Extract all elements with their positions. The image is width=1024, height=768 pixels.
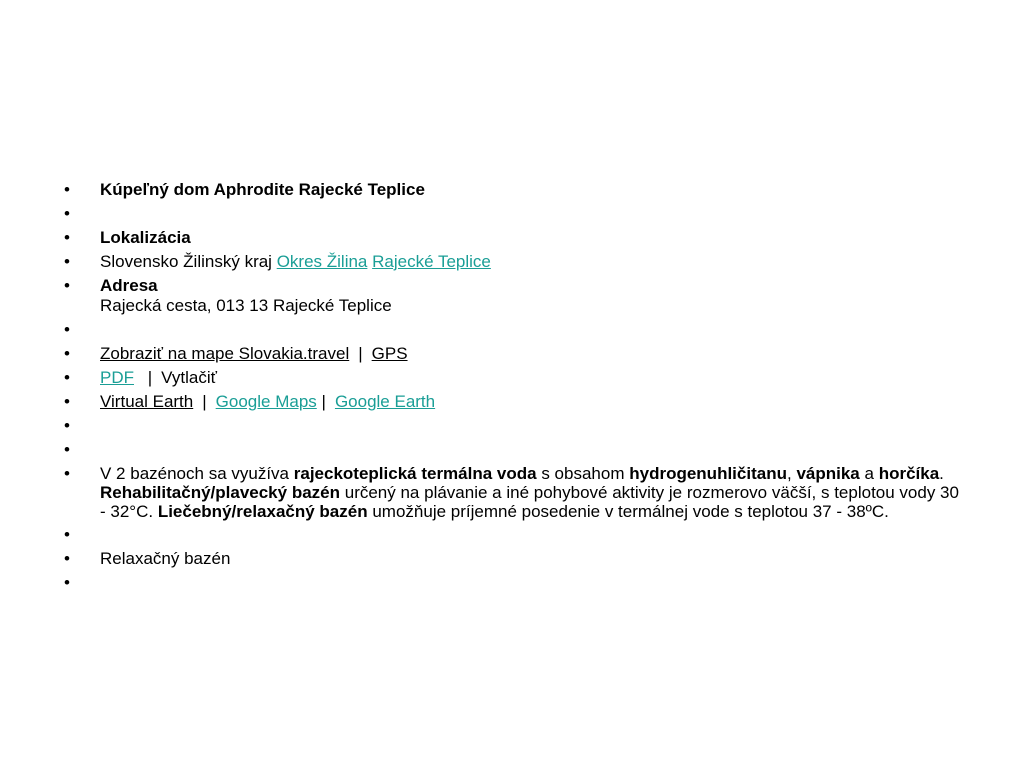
list-item-empty xyxy=(60,573,960,593)
country: Slovensko xyxy=(100,252,179,271)
relax-pool-label: Relaxačný bazén xyxy=(100,549,231,568)
google-earth-link[interactable]: Google Earth xyxy=(334,392,436,411)
bullet: • xyxy=(64,344,70,363)
list-item-external-maps xyxy=(60,392,960,412)
bullet: • xyxy=(64,320,70,339)
description-text: V 2 bazénoch sa využíva xyxy=(100,464,290,483)
description-bold: hydrogenuhličitanu xyxy=(629,464,787,483)
region: Žilinský kraj xyxy=(183,252,272,271)
bullet: • xyxy=(64,180,70,199)
town-link[interactable]: Rajecké Teplice xyxy=(372,252,491,271)
separator: | xyxy=(358,344,363,363)
bullet: • xyxy=(64,228,70,247)
slovakia-travel-map-link[interactable]: Zobraziť na mape Slovakia.travel xyxy=(100,344,350,363)
description-bold: horčíka xyxy=(878,464,940,483)
address-heading: Adresa xyxy=(100,276,158,295)
list-item-relax-pool xyxy=(60,549,960,569)
description-bold: vápnika xyxy=(796,464,860,483)
bullet: • xyxy=(64,276,70,295)
list-item-description xyxy=(60,464,960,521)
spa-title: Kúpeľný dom Aphrodite Rajecké Teplice xyxy=(100,180,425,199)
google-maps-link[interactable]: Google Maps xyxy=(215,392,317,411)
list-item-localization-heading xyxy=(60,228,960,248)
bullet: • xyxy=(64,549,70,568)
list-item-empty xyxy=(60,204,960,224)
description-bold: rajeckoteplická termálna voda xyxy=(293,464,537,483)
pdf-link[interactable]: PDF xyxy=(100,368,134,387)
bullet: • xyxy=(64,573,70,592)
description-text: umožňuje príjemné posedenie v termálnej vode s teplotou 37 - 38ºC. xyxy=(372,502,889,521)
bullet: • xyxy=(64,392,70,411)
separator: | xyxy=(202,392,207,411)
bullet: • xyxy=(64,252,70,271)
list-item-address xyxy=(60,276,960,316)
description-bold: Rehabilitačný/plavecký bazén xyxy=(100,483,340,502)
description-text: určený na plávanie a iné pohybové aktivity je rozmerovo väčší, s teplotou vody 30 - 32°C. xyxy=(100,483,959,521)
virtual-earth-link[interactable]: Virtual Earth xyxy=(100,392,194,411)
district-link[interactable]: Okres Žilina xyxy=(276,252,368,271)
list-item-empty xyxy=(60,440,960,460)
description-bold: Liečebný/relaxačný bazén xyxy=(157,502,368,521)
list-item-empty xyxy=(60,416,960,436)
list-item-map-links xyxy=(60,344,960,364)
list-item-empty xyxy=(60,320,960,340)
list-item-title xyxy=(60,180,960,200)
print-link[interactable]: Vytlačiť xyxy=(161,368,217,387)
list-item-empty xyxy=(60,525,960,545)
description-text: . xyxy=(939,464,944,483)
bullet-list xyxy=(60,180,960,597)
bullet: • xyxy=(64,464,70,483)
bullet: • xyxy=(64,204,70,223)
bullet: • xyxy=(64,525,70,544)
list-item-localization xyxy=(60,252,960,272)
address-value: Rajecká cesta, 013 13 Rajecké Teplice xyxy=(100,296,392,315)
separator: | xyxy=(147,368,153,387)
gps-link[interactable]: GPS xyxy=(371,344,408,363)
list-item-export-links xyxy=(60,368,960,388)
bullet: • xyxy=(64,368,70,387)
localization-heading: Lokalizácia xyxy=(100,228,191,247)
separator: | xyxy=(321,392,326,411)
bullet: • xyxy=(64,440,70,459)
description-text: s obsahom xyxy=(541,464,625,483)
bullet: • xyxy=(64,416,70,435)
description-text: a xyxy=(864,464,874,483)
description-text: , xyxy=(786,464,792,483)
